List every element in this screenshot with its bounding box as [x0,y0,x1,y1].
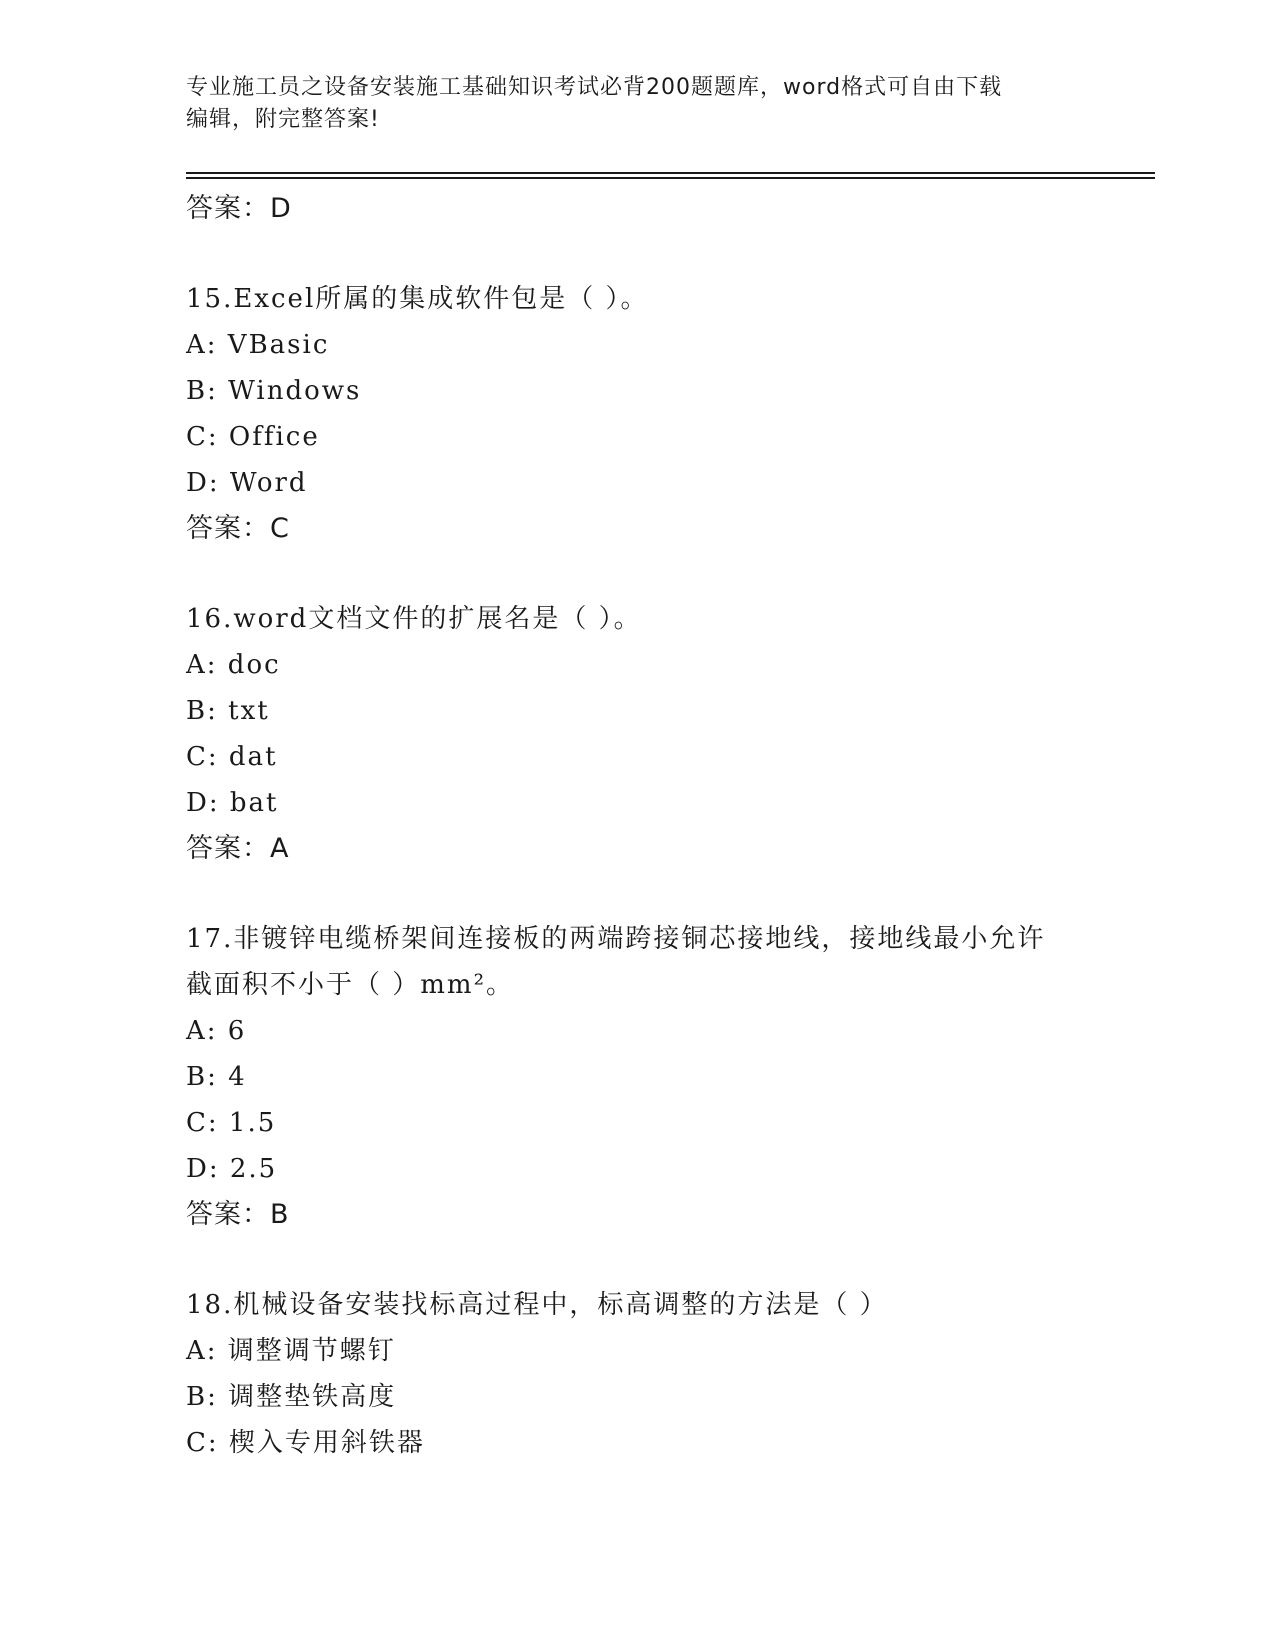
header-divider-top [186,172,1155,174]
question-list [186,186,1086,1466]
question-stem: 16.word文档文件的扩展名是（ ）。 [186,604,642,634]
question-stem: 18.机械设备安装找标高过程中，标高调整的方法是（ ） [186,1290,888,1320]
option-c: C: Office [186,422,320,452]
answer-line: 答案：A [186,833,290,864]
header-title-line-1: 专业施工员之设备安装施工基础知识考试必背200题题库，word格式可自由下载 [186,75,1003,100]
option-b: B: Windows [186,376,362,406]
question-17 [186,916,1086,1238]
option-a: A: doc [186,650,281,680]
question-16 [186,596,1086,872]
previous-answer: 答案：D [186,193,292,224]
document-header [186,72,1086,136]
option-d: D: bat [186,788,279,818]
question-15 [186,276,1086,552]
question-stem-line-2: 截面积不小于（ ）mm²。 [186,970,514,1000]
option-b: B: 调整垫铁高度 [186,1382,397,1412]
header-divider-bottom [186,177,1155,179]
option-c: C: 楔入专用斜铁器 [186,1428,425,1458]
option-d: D: 2.5 [186,1154,278,1184]
option-a: A: 调整调节螺钉 [186,1336,396,1366]
option-d: D: Word [186,468,308,498]
answer-line: 答案：C [186,513,290,544]
option-b: B: txt [186,696,270,726]
option-c: C: 1.5 [186,1108,277,1138]
answer-line: 答案：B [186,1199,290,1230]
option-a: A: VBasic [186,330,330,360]
option-a: A: 6 [186,1016,247,1046]
option-b: B: 4 [186,1062,247,1092]
question-18 [186,1282,1086,1466]
question-stem: 15.Excel所属的集成软件包是（ ）。 [186,284,649,314]
question-stem-line-1: 17.非镀锌电缆桥架间连接板的两端跨接铜芯接地线，接地线最小允许 [186,924,1046,954]
header-title-line-2: 编辑，附完整答案! [186,107,380,132]
option-c: C: dat [186,742,278,772]
